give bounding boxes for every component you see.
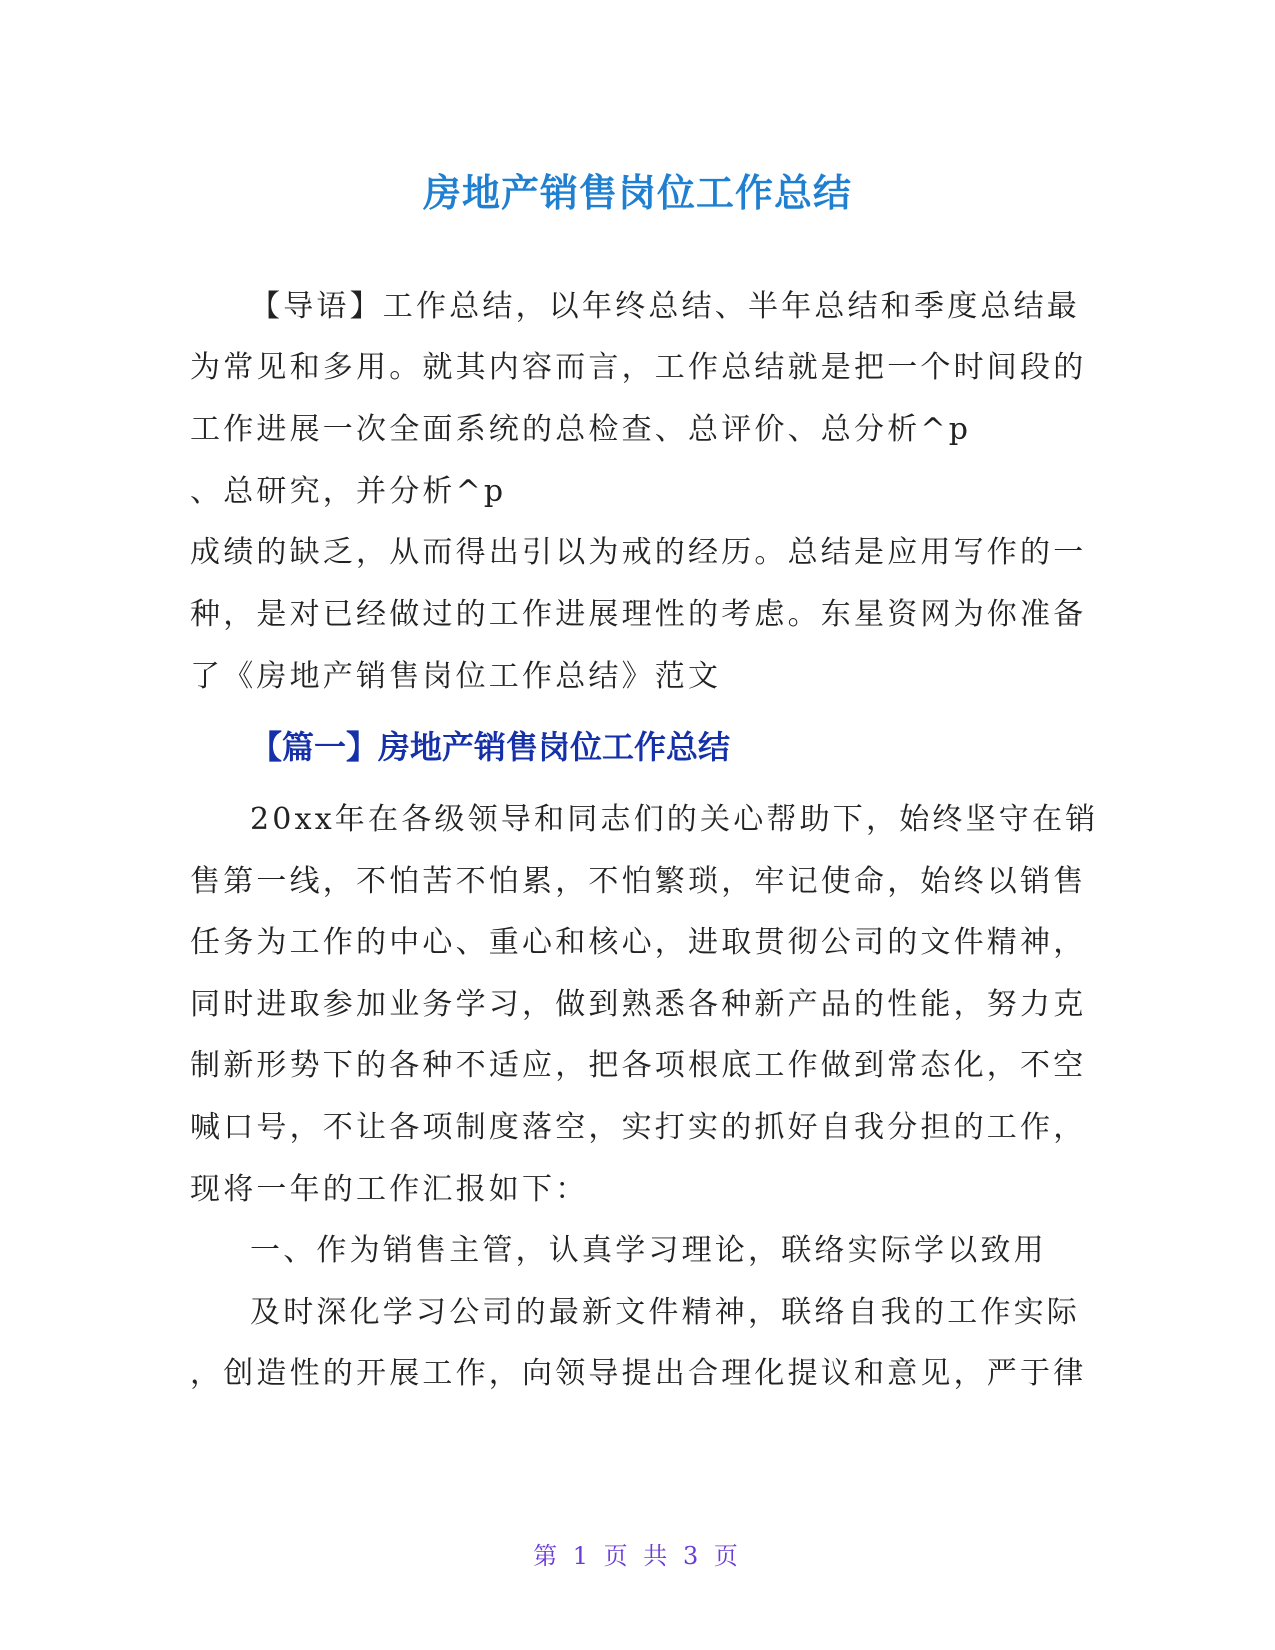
intro-line: 、总研究，并分析^p bbox=[190, 474, 507, 509]
intro-line: 了《房地产销售岗位工作总结》范文 bbox=[190, 659, 722, 694]
sub-line: 及时深化学习公司的最新文件精神，联络自我的工作实际 bbox=[250, 1295, 1080, 1330]
section-heading: 【篇一】房地产销售岗位工作总结 bbox=[250, 728, 731, 766]
intro-line: 为常见和多用。就其内容而言，工作总结就是把一个时间段的 bbox=[190, 350, 1087, 385]
intro-line: 成绩的缺乏，从而得出引以为戒的经历。总结是应用写作的一 bbox=[190, 535, 1087, 570]
document-title: 房地产销售岗位工作总结 bbox=[422, 171, 852, 215]
body-line: 同时进取参加业务学习，做到熟悉各种新产品的性能，努力克 bbox=[190, 987, 1087, 1022]
body-line: 20xx年在各级领导和同志们的关心帮助下，始终坚守在销 bbox=[250, 802, 1099, 837]
body-line: 售第一线，不怕苦不怕累，不怕繁琐，牢记使命，始终以销售 bbox=[190, 864, 1087, 899]
intro-line: 工作进展一次全面系统的总检查、总评价、总分析^p bbox=[190, 412, 972, 447]
subheading: 一、作为销售主管，认真学习理论，联络实际学以致用 bbox=[250, 1233, 1047, 1268]
page-footer: 第 1 页 共 3 页 bbox=[533, 1542, 742, 1570]
body-line: 喊口号，不让各项制度落空，实打实的抓好自我分担的工作， bbox=[190, 1110, 1087, 1145]
body-line: 现将一年的工作汇报如下： bbox=[190, 1172, 589, 1207]
intro-line: 【导语】工作总结，以年终总结、半年总结和季度总结最 bbox=[250, 289, 1080, 324]
sub-line: ，创造性的开展工作，向领导提出合理化提议和意见，严于律 bbox=[190, 1356, 1087, 1391]
body-line: 制新形势下的各种不适应，把各项根底工作做到常态化，不空 bbox=[190, 1048, 1087, 1083]
intro-line: 种，是对已经做过的工作进展理性的考虑。东星资网为你准备 bbox=[190, 597, 1087, 632]
body-line: 任务为工作的中心、重心和核心，进取贯彻公司的文件精神， bbox=[190, 925, 1087, 960]
